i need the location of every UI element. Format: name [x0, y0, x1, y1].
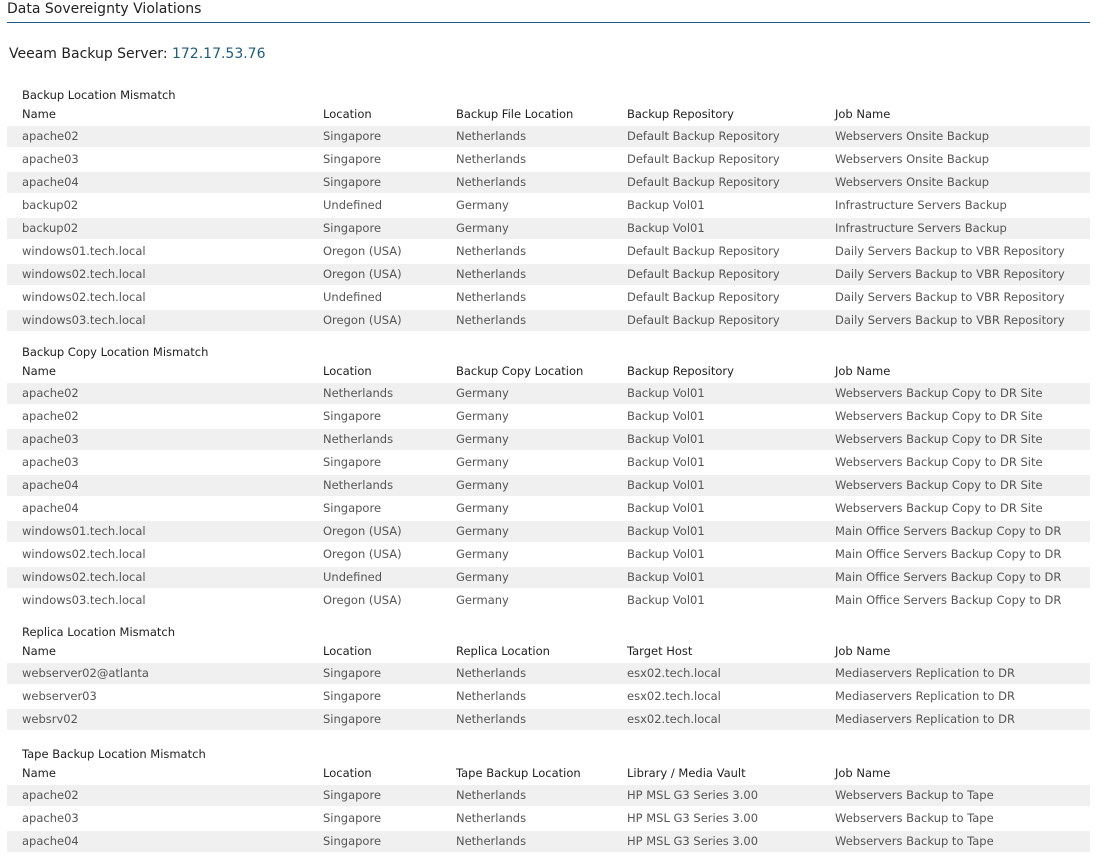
cell-location: Singapore	[323, 501, 382, 515]
column-header-backup-copy-location: Backup Copy Location	[456, 364, 584, 378]
cell-job-name: Webservers Backup Copy to DR Site	[835, 478, 1043, 492]
table-row	[7, 808, 1090, 829]
table-row	[7, 590, 1090, 611]
table-row	[7, 831, 1090, 852]
table-row	[7, 498, 1090, 519]
cell-name: webserver03	[22, 689, 97, 703]
cell-backup-copy-location: Germany	[456, 593, 509, 607]
cell-job-name: Webservers Backup to Tape	[835, 811, 994, 825]
cell-backup-repository: Backup Vol01	[627, 570, 705, 584]
cell-job-name: Main Office Servers Backup Copy to DR	[835, 570, 1062, 584]
cell-backup-repository: Default Backup Repository	[627, 129, 780, 143]
table-row	[7, 126, 1090, 147]
cell-job-name: Webservers Onsite Backup	[835, 152, 990, 166]
column-header-name: Name	[22, 364, 56, 378]
cell-location: Singapore	[323, 129, 382, 143]
cell-backup-file-location: Netherlands	[456, 244, 527, 258]
cell-backup-repository: Backup Vol01	[627, 524, 705, 538]
cell-location: Oregon (USA)	[323, 547, 402, 561]
cell-name: windows02.tech.local	[22, 570, 146, 584]
cell-job-name: Main Office Servers Backup Copy to DR	[835, 524, 1062, 538]
cell-library-media-vault: HP MSL G3 Series 3.00	[627, 788, 759, 802]
cell-location: Singapore	[323, 788, 382, 802]
cell-location: Netherlands	[323, 432, 394, 446]
cell-location: Undefined	[323, 570, 382, 584]
column-header-job-name: Job Name	[835, 364, 891, 378]
cell-target-host: esx02.tech.local	[627, 666, 721, 680]
table-row	[7, 544, 1090, 565]
cell-library-media-vault: HP MSL G3 Series 3.00	[627, 834, 759, 848]
cell-name: apache02	[22, 788, 79, 802]
column-header-name: Name	[22, 644, 56, 658]
cell-backup-repository: Backup Vol01	[627, 198, 705, 212]
cell-job-name: Infrastructure Servers Backup	[835, 221, 1007, 235]
cell-location: Netherlands	[323, 478, 394, 492]
column-header-name: Name	[22, 766, 56, 780]
cell-job-name: Daily Servers Backup to VBR Repository	[835, 267, 1065, 281]
cell-backup-repository: Default Backup Repository	[627, 244, 780, 258]
cell-backup-repository: Default Backup Repository	[627, 267, 780, 281]
column-header-backup-file-location: Backup File Location	[456, 107, 574, 121]
cell-location: Singapore	[323, 175, 382, 189]
cell-job-name: Infrastructure Servers Backup	[835, 198, 1007, 212]
cell-backup-repository: Default Backup Repository	[627, 290, 780, 304]
cell-name: webserver02@atlanta	[22, 666, 149, 680]
table-row	[7, 172, 1090, 193]
tape-backup-location-mismatch-section-title: Tape Backup Location Mismatch	[22, 747, 206, 761]
cell-job-name: Webservers Backup Copy to DR Site	[835, 501, 1043, 515]
cell-backup-repository: Backup Vol01	[627, 432, 705, 446]
column-header-backup-repository: Backup Repository	[627, 107, 734, 121]
cell-tape-backup-location: Netherlands	[456, 834, 527, 848]
cell-location: Undefined	[323, 198, 382, 212]
cell-backup-repository: Backup Vol01	[627, 386, 705, 400]
column-header-library-media-vault: Library / Media Vault	[627, 766, 746, 780]
cell-backup-repository: Backup Vol01	[627, 593, 705, 607]
table-row	[7, 287, 1090, 308]
cell-job-name: Webservers Backup Copy to DR Site	[835, 455, 1043, 469]
column-header-replica-location: Replica Location	[456, 644, 550, 658]
cell-backup-file-location: Netherlands	[456, 290, 527, 304]
backup-copy-location-mismatch-table-header	[7, 361, 1090, 382]
cell-location: Oregon (USA)	[323, 267, 402, 281]
cell-name: apache02	[22, 409, 79, 423]
column-header-job-name: Job Name	[835, 644, 891, 658]
cell-location: Oregon (USA)	[323, 244, 402, 258]
cell-name: apache04	[22, 501, 79, 515]
cell-job-name: Mediaservers Replication to DR	[835, 689, 1015, 703]
cell-job-name: Daily Servers Backup to VBR Repository	[835, 244, 1065, 258]
cell-backup-copy-location: Germany	[456, 455, 509, 469]
cell-location: Oregon (USA)	[323, 524, 402, 538]
table-row	[7, 218, 1090, 239]
replica-location-mismatch-table-header	[7, 641, 1090, 662]
column-header-job-name: Job Name	[835, 107, 891, 121]
cell-backup-repository: Backup Vol01	[627, 409, 705, 423]
cell-job-name: Mediaservers Replication to DR	[835, 666, 1015, 680]
cell-backup-repository: Default Backup Repository	[627, 175, 780, 189]
cell-name: windows03.tech.local	[22, 313, 146, 327]
table-row	[7, 241, 1090, 262]
cell-backup-copy-location: Germany	[456, 386, 509, 400]
column-header-location: Location	[323, 364, 372, 378]
cell-job-name: Webservers Onsite Backup	[835, 129, 990, 143]
cell-location: Oregon (USA)	[323, 593, 402, 607]
cell-location: Netherlands	[323, 386, 394, 400]
cell-location: Singapore	[323, 221, 382, 235]
cell-backup-file-location: Netherlands	[456, 129, 527, 143]
cell-location: Singapore	[323, 455, 382, 469]
cell-location: Oregon (USA)	[323, 313, 402, 327]
cell-job-name: Main Office Servers Backup Copy to DR	[835, 547, 1062, 561]
server-ip: 172.17.53.76	[171, 46, 266, 62]
cell-backup-file-location: Netherlands	[456, 152, 527, 166]
table-row	[7, 709, 1090, 730]
column-header-tape-backup-location: Tape Backup Location	[456, 766, 581, 780]
cell-name: windows02.tech.local	[22, 547, 146, 561]
table-row	[7, 475, 1090, 496]
cell-job-name: Daily Servers Backup to VBR Repository	[835, 313, 1065, 327]
cell-name: backup02	[22, 221, 79, 235]
cell-name: apache03	[22, 152, 79, 166]
cell-tape-backup-location: Netherlands	[456, 788, 527, 802]
cell-job-name: Webservers Backup Copy to DR Site	[835, 386, 1043, 400]
column-header-location: Location	[323, 107, 372, 121]
column-header-location: Location	[323, 766, 372, 780]
cell-backup-repository: Default Backup Repository	[627, 152, 780, 166]
cell-backup-file-location: Germany	[456, 198, 509, 212]
cell-backup-file-location: Netherlands	[456, 313, 527, 327]
backup-copy-location-mismatch-section-title: Backup Copy Location Mismatch	[22, 345, 209, 359]
cell-job-name: Webservers Onsite Backup	[835, 175, 990, 189]
cell-backup-copy-location: Germany	[456, 547, 509, 561]
cell-backup-copy-location: Germany	[456, 409, 509, 423]
cell-backup-file-location: Netherlands	[456, 267, 527, 281]
cell-backup-repository: Backup Vol01	[627, 478, 705, 492]
tape-backup-location-mismatch-table-header	[7, 763, 1090, 784]
table-row	[7, 149, 1090, 170]
cell-replica-location: Netherlands	[456, 712, 527, 726]
cell-backup-repository: Backup Vol01	[627, 455, 705, 469]
column-header-job-name: Job Name	[835, 766, 891, 780]
table-row	[7, 383, 1090, 404]
table-row	[7, 567, 1090, 588]
cell-name: windows01.tech.local	[22, 244, 146, 258]
cell-location: Singapore	[323, 666, 382, 680]
table-row	[7, 406, 1090, 427]
cell-target-host: esx02.tech.local	[627, 689, 721, 703]
cell-replica-location: Netherlands	[456, 666, 527, 680]
cell-backup-file-location: Germany	[456, 221, 509, 235]
column-header-target-host: Target Host	[627, 644, 693, 658]
cell-backup-file-location: Netherlands	[456, 175, 527, 189]
server-label: Veeam Backup Server:	[9, 46, 172, 62]
cell-job-name: Daily Servers Backup to VBR Repository	[835, 290, 1065, 304]
cell-name: windows01.tech.local	[22, 524, 146, 538]
replica-location-mismatch-section-title: Replica Location Mismatch	[22, 625, 176, 639]
report-header	[7, 0, 1090, 23]
cell-target-host: esx02.tech.local	[627, 712, 721, 726]
cell-location: Singapore	[323, 409, 382, 423]
cell-name: apache04	[22, 478, 79, 492]
cell-name: apache03	[22, 811, 79, 825]
cell-location: Singapore	[323, 712, 382, 726]
cell-name: windows02.tech.local	[22, 290, 146, 304]
cell-job-name: Mediaservers Replication to DR	[835, 712, 1015, 726]
cell-name: apache04	[22, 834, 79, 848]
cell-replica-location: Netherlands	[456, 689, 527, 703]
table-row	[7, 429, 1090, 450]
backup-location-mismatch-section-title: Backup Location Mismatch	[22, 88, 176, 102]
table-row	[7, 785, 1090, 806]
backup-location-mismatch-table-header	[7, 104, 1090, 125]
cell-name: websrv02	[22, 712, 78, 726]
cell-backup-repository: Backup Vol01	[627, 501, 705, 515]
table-row	[7, 264, 1090, 285]
cell-job-name: Webservers Backup to Tape	[835, 834, 994, 848]
table-row	[7, 452, 1090, 473]
cell-name: apache03	[22, 432, 79, 446]
table-row	[7, 195, 1090, 216]
cell-name: apache04	[22, 175, 79, 189]
column-header-name: Name	[22, 107, 56, 121]
table-row	[7, 663, 1090, 684]
cell-location: Singapore	[323, 152, 382, 166]
server-line	[9, 46, 266, 62]
cell-name: apache02	[22, 129, 79, 143]
table-row	[7, 310, 1090, 331]
cell-job-name: Webservers Backup to Tape	[835, 788, 994, 802]
cell-backup-repository: Default Backup Repository	[627, 313, 780, 327]
cell-backup-repository: Backup Vol01	[627, 221, 705, 235]
cell-location: Singapore	[323, 811, 382, 825]
cell-job-name: Webservers Backup Copy to DR Site	[835, 432, 1043, 446]
cell-name: windows02.tech.local	[22, 267, 146, 281]
cell-name: backup02	[22, 198, 79, 212]
column-header-location: Location	[323, 644, 372, 658]
cell-library-media-vault: HP MSL G3 Series 3.00	[627, 811, 759, 825]
cell-backup-copy-location: Germany	[456, 432, 509, 446]
report-title: Data Sovereignty Violations	[7, 1, 202, 17]
cell-job-name: Webservers Backup Copy to DR Site	[835, 409, 1043, 423]
cell-tape-backup-location: Netherlands	[456, 811, 527, 825]
cell-backup-copy-location: Germany	[456, 478, 509, 492]
cell-backup-copy-location: Germany	[456, 524, 509, 538]
cell-location: Singapore	[323, 689, 382, 703]
cell-name: windows03.tech.local	[22, 593, 146, 607]
cell-backup-repository: Backup Vol01	[627, 547, 705, 561]
cell-name: apache03	[22, 455, 79, 469]
table-row	[7, 686, 1090, 707]
cell-backup-copy-location: Germany	[456, 501, 509, 515]
table-row	[7, 521, 1090, 542]
cell-location: Singapore	[323, 834, 382, 848]
cell-location: Undefined	[323, 290, 382, 304]
cell-job-name: Main Office Servers Backup Copy to DR	[835, 593, 1062, 607]
column-header-backup-repository: Backup Repository	[627, 364, 734, 378]
cell-backup-copy-location: Germany	[456, 570, 509, 584]
cell-name: apache02	[22, 386, 79, 400]
